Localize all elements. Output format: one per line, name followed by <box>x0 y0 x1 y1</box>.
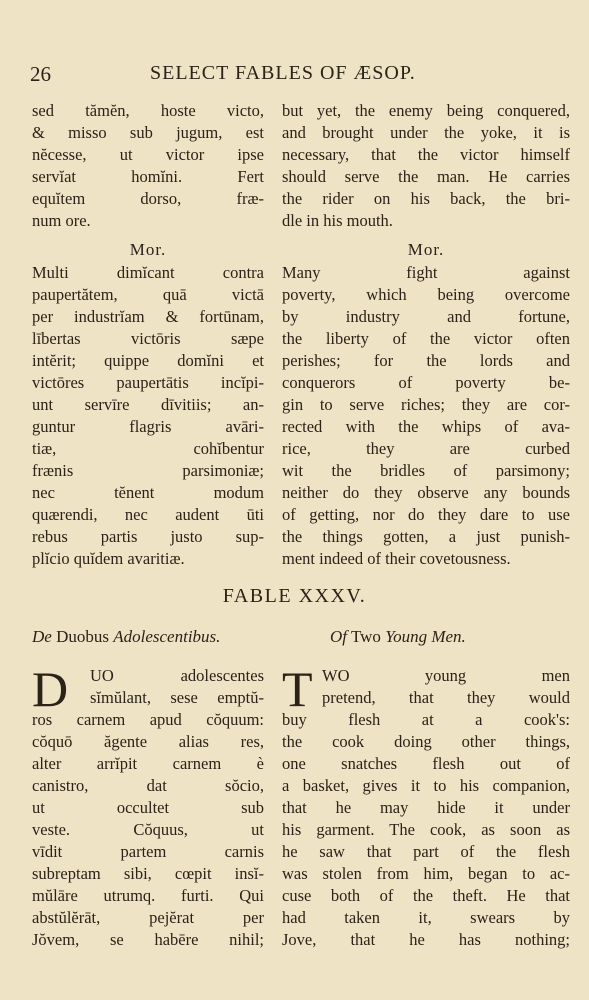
text-line: he saw that part of the flesh <box>282 842 570 861</box>
subtitle-word: Young Men. <box>385 627 466 646</box>
text-line: buy flesh at a cook's: <box>282 710 570 729</box>
text-line: lībertas victōris sæpe <box>32 329 264 348</box>
text-line: cuse both of the theft. He that <box>282 886 570 905</box>
text-line: neither do they observe any bounds <box>282 483 570 502</box>
text-line: Many fight against <box>282 263 570 282</box>
text-line: canistro, dat sŏcio, <box>32 776 264 795</box>
english-fable-first-lines <box>322 665 570 709</box>
text-line: should serve the man. He carries <box>282 167 570 186</box>
latin-fable-subtitle <box>32 627 264 647</box>
text-line: wit the bridles of parsimony; <box>282 461 570 480</box>
text-line: Jove, that he has nothing; <box>282 930 570 949</box>
text-line: tiæ, cohĭbentur <box>32 439 264 458</box>
subtitle-word: Two <box>350 627 381 646</box>
latin-fable-body <box>32 709 264 951</box>
text-line: of getting, nor do they dare to use <box>282 505 570 524</box>
text-line: pretend, that they would <box>322 688 570 707</box>
text-line: vīdit partem carnis <box>32 842 264 861</box>
text-line: a basket, gives it to his companion, <box>282 776 570 795</box>
text-line: ut occultet sub <box>32 798 264 817</box>
page-number: 26 <box>30 62 51 86</box>
text-line: cŏquō ăgente alias res, <box>32 732 264 751</box>
text-line: perishes; for the lords and <box>282 351 570 370</box>
subtitle-word: Duobus <box>56 627 109 646</box>
drop-cap-latin: D <box>32 661 69 717</box>
text-line: the things gotten, a just punish- <box>282 527 570 546</box>
text-line: subreptam sibi, cœpit insĭ- <box>32 864 264 883</box>
text-line: equĭtem dorso, fræ- <box>32 189 264 208</box>
text-line: intĕrit; quippe domĭni et <box>32 351 264 370</box>
text-line: nĕcesse, ut victor ipse <box>32 145 264 164</box>
text-line: per industrĭam & fortūnam, <box>32 307 264 326</box>
text-line: abstŭlĕrāt, pejĕrat per <box>32 908 264 927</box>
text-line: was stolen from him, began to ac- <box>282 864 570 883</box>
drop-cap-english: T <box>282 661 313 717</box>
text-line: ment indeed of their covetousness. <box>282 549 511 568</box>
text-line: num ore. <box>32 211 91 230</box>
text-line: conquerors of poverty be- <box>282 373 570 392</box>
english-continuation <box>282 100 570 232</box>
subtitle-word: Adolescentibus. <box>113 627 221 646</box>
english-fable-subtitle <box>330 627 570 647</box>
text-line: necessary, that the victor himself <box>282 145 570 164</box>
fable-title: FABLE XXXV. <box>222 585 367 607</box>
text-line: nec tĕnent modum <box>32 483 264 502</box>
text-line: dle in his mouth. <box>282 211 393 230</box>
text-line: rice, they are curbed <box>282 439 570 458</box>
text-line: Multi dimĭcant contra <box>32 263 264 282</box>
text-line: the rider on his back, the bri- <box>282 189 570 208</box>
text-line: servĭat homĭni. Fert <box>32 167 264 186</box>
text-line: alter arrĭpit carnem è <box>32 754 264 773</box>
text-line: quærendi, nec audent ūti <box>32 505 264 524</box>
text-line: poverty, which being overcome <box>282 285 570 304</box>
text-line: & misso sub jugum, est <box>32 123 264 142</box>
latin-continuation <box>32 100 264 232</box>
text-line: rebus partis justo sup- <box>32 527 264 546</box>
text-line: unt servīre dīvitiis; an- <box>32 395 264 414</box>
text-line: plĭcio quĭdem avaritiæ. <box>32 549 185 568</box>
text-line: that he may hide it under <box>282 798 570 817</box>
text-line: and brought under the yoke, it is <box>282 123 570 142</box>
text-line: guntur flagris avāri- <box>32 417 264 436</box>
text-line: sed tămĕn, hoste victo, <box>32 101 264 120</box>
text-line: by industry and fortune, <box>282 307 570 326</box>
text-line: his garment. The cook, as soon as <box>282 820 570 839</box>
text-line: sĭmŭlant, sese emptŭ- <box>90 688 264 707</box>
text-line: WO young men <box>322 666 570 685</box>
text-line: one snatches flesh out of <box>282 754 570 773</box>
subtitle-word: Of <box>330 627 347 646</box>
text-line: mŭlāre utrumq. furti. Qui <box>32 886 264 905</box>
text-line: ros carnem apud cŏquum: <box>32 710 264 729</box>
english-fable-body <box>282 709 570 951</box>
text-line: paupertătem, quā victā <box>32 285 264 304</box>
text-line: but yet, the enemy being conquered, <box>282 101 570 120</box>
running-title: SELECT FABLES OF ÆSOP. <box>150 62 416 84</box>
moral-latin <box>32 262 264 570</box>
text-line: rected with the whips of ava- <box>282 417 570 436</box>
text-line: gin to serve riches; they are cor- <box>282 395 570 414</box>
text-line: the liberty of the victor often <box>282 329 570 348</box>
moral-heading-english: Mor. <box>407 240 445 259</box>
text-line: victōres paupertātis incĭpi- <box>32 373 264 392</box>
text-line: frænis parsimoniæ; <box>32 461 264 480</box>
text-line: the cook doing other things, <box>282 732 570 751</box>
text-line: veste. Cŏquus, ut <box>32 820 264 839</box>
page-header <box>30 62 570 90</box>
moral-english <box>282 262 570 570</box>
text-line: had taken it, swears by <box>282 908 570 927</box>
moral-heading-latin: Mor. <box>129 240 167 259</box>
latin-fable-first-lines <box>90 665 264 709</box>
text-line: Jŏvem, se habēre nihil; <box>32 930 264 949</box>
subtitle-word: De <box>32 627 52 646</box>
text-line: UO adolescentes <box>90 666 264 685</box>
